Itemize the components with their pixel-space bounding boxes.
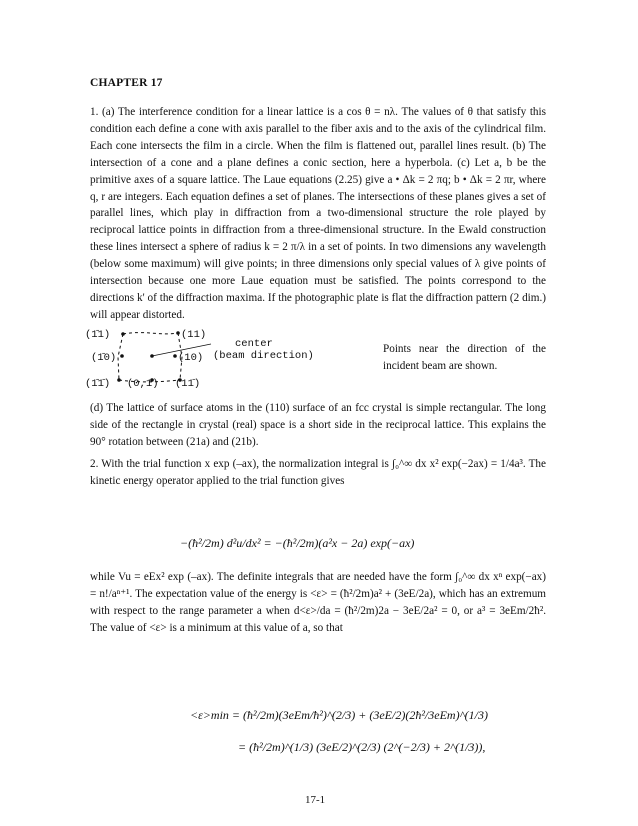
- label-beam-direction: (beam direction): [213, 350, 314, 362]
- problem-2-intro: 2. With the trial function x exp (–ax), the normalization integral is ∫₀^∞ dx x² exp(−2ax) = 1/4a³. The kinetic energy operator applied to the trial function gives: [90, 458, 546, 487]
- diagram-dashed-top: [123, 333, 178, 334]
- label-11bar: (11̄): [175, 378, 201, 390]
- label-center: center: [235, 338, 273, 350]
- problem-1-part-d: (d) The lattice of surface atoms in the (110) surface of an fcc crystal is simple rectangular. The long side of the rectangle in crystal (real) space is a short side in the reciprocal lattice. This explains the 90° rotation between (21a) and (21b).: [90, 402, 546, 448]
- diagram-caption: Points near the direction of the incident beam are shown.: [383, 343, 546, 372]
- label-1bar1bar: (1̄1̄): [85, 378, 111, 390]
- diffraction-points-diagram: [85, 322, 345, 392]
- point-1bar1bar: [117, 378, 121, 382]
- minimum-energy-equation-1: <ε>min = (ħ²/2m)(3eEm/ħ²)^(2/3) + (3eE/2)(2ħ²/3eEm)^(1/3): [190, 708, 488, 722]
- chapter-heading: CHAPTER 17: [90, 77, 163, 89]
- point-center: [150, 354, 154, 358]
- label-01bar: (0,1̄): [127, 378, 159, 390]
- label-10: (10): [178, 352, 204, 364]
- problem-2-body: while Vu = eEx² exp (–ax). The definite integrals that are needed have the form ∫₀^∞ dx xⁿ exp(−ax) = n!/aⁿ⁺¹. The expectation value of the energy is <ε> = (ħ²/2m)a² + (3eE/2a), which has an extremum with respect to the range parameter a when d<ε>/da = (ħ²/2m)2a − 3eE/2a² = 0, or a³ = 3eEm/2ħ². The value of <ε> is a minimum at this value of a, so that: [90, 571, 546, 634]
- point-11: [176, 331, 180, 335]
- problem-1-paragraph: 1. (a) The interference condition for a linear lattice is a cos θ = nλ. The values of θ that satisfy this condition each define a cone with axis parallel to the fiber axis and to the axis of the cylindrical film. Each cone intersects the film in a circle. When the film is flattened out, parallel lines result. (b) The intersection of a cone and a plane defines a conic section, here a hyperbola. (c) Let a, b be the primitive axes of a square lattice. The Laue equations (2.25) give a • Δk = 2 πq; b • Δk = 2 πr, where q, r are integers. Each equation defines a set of planes. The intersections of these planes gives a set of parallel lines, which play in diffraction from a two-dimensional structure the role played by reciprocal lattice points in diffraction from a three-dimensional structure. In the Ewald construction these lines intersect a sphere of radius k = 2 π/λ in a set of points. In two dimensions any wavelength (below some maximum) will give points; in three dimensions only special values of λ give points of intersection because one more Laue equation must be satisfied. The points correspond to the directions k' of the diffraction maxima. If the photographic plate is flat the diffraction pattern (2 dim.) will appear distorted.: [90, 106, 546, 321]
- kinetic-energy-equation: −(ħ²/2m) d²u/dx² = −(ħ²/2m)(a²x − 2a) exp(−ax): [180, 536, 415, 550]
- minimum-energy-equation-2: = (ħ²/2m)^(1/3) (3eE/2)^(2/3) (2^(−2/3) + 2^(1/3)),: [238, 740, 486, 754]
- point-10: [173, 354, 177, 358]
- point-1bar0: [120, 354, 124, 358]
- label-1bar1: (1̄1): [85, 329, 111, 341]
- label-1bar0: (1̄0): [91, 352, 117, 364]
- point-1bar1: [121, 332, 125, 336]
- label-11: (11): [181, 329, 207, 341]
- page-number: 17-1: [305, 794, 326, 806]
